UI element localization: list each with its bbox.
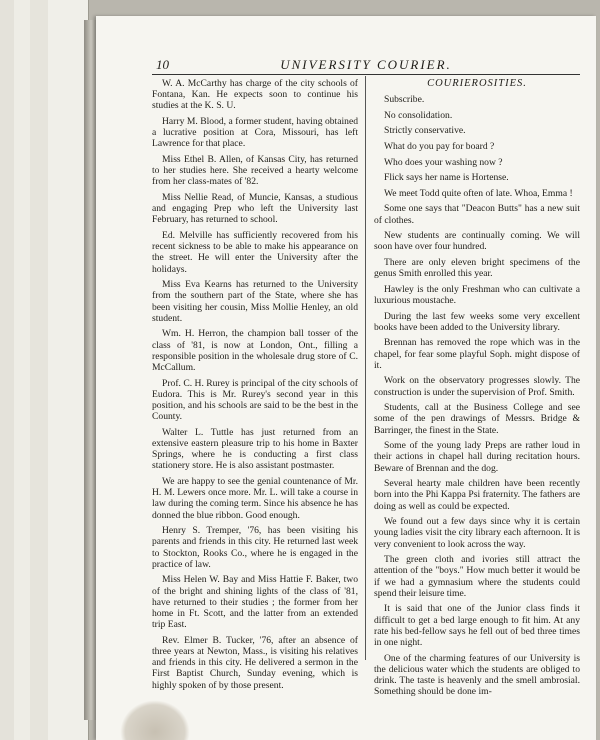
- news-item: We meet Todd quite often of late. Whoa, Emma !: [384, 187, 573, 199]
- news-item: Some one says that "Deacon Butts" has a new suit of clothes.: [374, 203, 580, 226]
- news-item: W. A. McCarthy has charge of the city schools of Fontana, Kan. He expects soon to continue his studies at the K. S. U.: [152, 78, 358, 112]
- news-item: One of the charming features of our University is the delicious water which the students are obliged to drink. The taste is heavenly and the smell ambrosial. Something should be done im-: [374, 652, 580, 698]
- page-number: 10: [156, 57, 169, 72]
- news-item: There are only eleven bright specimens of the genus Smith enrolled this year.: [374, 256, 580, 280]
- left-column: [152, 78, 358, 695]
- news-item: What do you pay for board ?: [384, 140, 495, 152]
- news-item: Brennan has removed the rope which was in the chapel, for fear some playful Soph. might dispose of it.: [374, 337, 580, 371]
- page-header: [152, 56, 580, 75]
- news-item: Work on the observatory progresses slowly. The construction is under the supervision of Prof. Smith.: [374, 375, 580, 398]
- news-item: It is said that one of the Junior class finds it difficult to get a bed large enough to fit him. At any rate his bed-fellow says he fell out of bed three times in one night.: [374, 603, 580, 648]
- news-item: We found out a few days since why it is certain young ladies visit the city library each afternoon. It is very convenient to look across the way.: [374, 516, 580, 550]
- news-item: Walter L. Tuttle has just returned from an extensive eastern pleasure trip to his home in Baxter Springs, where he is conducting a first class stationery store. He is also assistant postmaster.: [152, 426, 358, 472]
- news-item: Miss Helen W. Bay and Miss Hattie F. Baker, two of the bright and shining lights of the class of '81, have returned to their studies ; the former from her home in Ft. Scott, and the latter from an extended trip East.: [152, 574, 358, 631]
- journal-title: UNIVERSITY COURIER.: [280, 57, 452, 72]
- news-item: Prof. C. H. Rurey is principal of the city schools of Eudora. This is Mr. Rurey's second year in this position, and his schools are said to be the best in the County.: [152, 377, 358, 423]
- news-item: Students, call at the Business College and see some of the pen drawings of Messrs. Bridge & Barringer, the finest in the State.: [374, 402, 580, 436]
- page-stack-edge: [48, 0, 89, 740]
- news-item: The green cloth and ivories still attract the attention of the "boys." How much better it would be if we had a gymnasium where the students could spend their leisure time.: [374, 554, 580, 599]
- column-divider: [365, 76, 366, 660]
- news-item: Who does your washing now ?: [384, 156, 503, 168]
- section-title: COURIEROSITIES.: [427, 78, 527, 89]
- news-item: Harry M. Blood, a former student, having obtained a lucrative position at Cora, Missouri, has left Lawrence for that place.: [152, 116, 358, 150]
- news-item: Flick says her name is Hortense.: [384, 172, 509, 184]
- news-item: Ed. Melville has sufficiently recovered from his recent sickness to be able to make his appearance on the street. He will enter the University after the holidays.: [152, 230, 358, 275]
- news-item: Subscribe.: [384, 94, 425, 106]
- news-item: We are happy to see the genial countenance of Mr. H. M. Lewers once more. Mr. L. will take a course in law during the coming term. Since his absence he has donned the blue ribbon. Good enough.: [152, 476, 358, 521]
- news-item: During the last few weeks some very excellent books have been added to the University library.: [374, 310, 580, 333]
- right-column: [374, 78, 580, 702]
- news-item: Strictly conservative.: [384, 125, 466, 137]
- news-item: Miss Nellie Read, of Muncie, Kansas, a studious and engaging Prep who left the University last February, has returned to school.: [152, 192, 358, 226]
- news-item: Henry S. Tremper, '76, has been visiting his parents and friends in this city. He returned last week to Stockton, Rooks Co., where he is engaged in the practice of law.: [152, 525, 358, 570]
- news-item: Hawley is the only Freshman who can cultivate a luxurious moustache.: [374, 283, 580, 306]
- news-item: Wm. H. Herron, the champion ball tosser of the class of '81, is now at London, Ont., filling a responsible position in the wholesale drug store of C. McCallum.: [152, 328, 358, 374]
- news-item: Some of the young lady Preps are rather loud in their actions in chapel hall during recitation hours. Beware of Brennan and the dog.: [374, 440, 580, 474]
- news-item: New students are continually coming. We will soon have over four hundred.: [374, 230, 580, 253]
- news-item: Several hearty male children have been recently born into the Phi Kappa Psi fraternity. The fathers are doing as well as could be expected.: [374, 478, 580, 512]
- news-item: No consolidation.: [384, 109, 453, 121]
- thumb-shadow: [120, 700, 190, 740]
- news-item: Miss Ethel B. Allen, of Kansas City, has returned to her studies here. She received a hearty welcome from her class-mates of '82.: [152, 154, 358, 188]
- newspaper-page: [96, 16, 596, 740]
- news-item: Rev. Elmer B. Tucker, '76, after an absence of three years at Newton, Mass., is visiting his relatives and friends in this city. He delivered a sermon in the First Baptist Church, Sunday evening, which is highly spoken of by those present.: [152, 634, 358, 691]
- news-item: Miss Eva Kearns has returned to the University from the southern part of the State, where she has been visiting her cousin, Miss Mollie Henley, an old student.: [152, 279, 358, 324]
